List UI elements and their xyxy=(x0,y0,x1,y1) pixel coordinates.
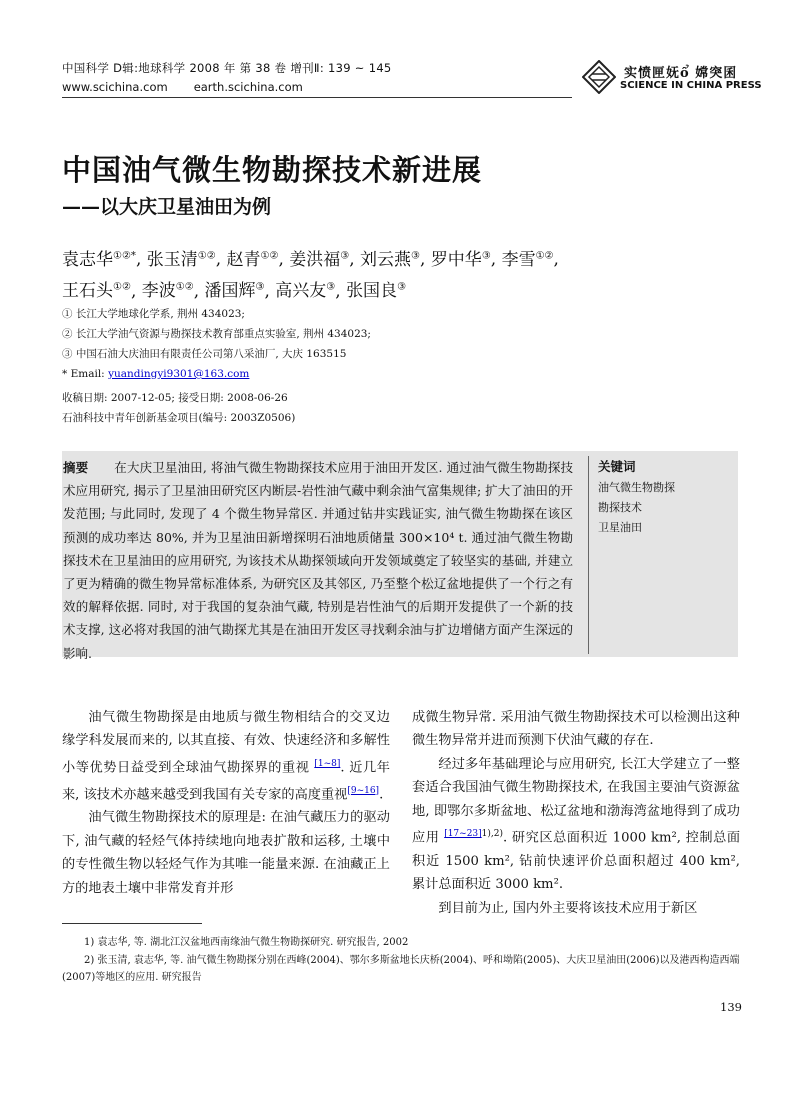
footnote-rule xyxy=(62,923,202,924)
abstract xyxy=(63,456,573,665)
author-name: 张国良③ xyxy=(346,281,407,302)
abstract-label: 摘要 xyxy=(63,460,89,475)
footnotes xyxy=(62,934,740,987)
journal-citation: 中国科学 D辑:地球科学 2008 年 第 38 卷 增刊Ⅱ: 139 ~ 145 xyxy=(62,61,392,75)
author-affiliation-mark: ①② xyxy=(260,250,279,261)
body-paragraph: 到目前为止, 国内外主要将该技术应用于新区 xyxy=(438,900,698,916)
author-name: 李波①② xyxy=(141,281,194,302)
author-affiliation-mark: ③ xyxy=(326,281,336,293)
citation-link[interactable]: [1~8] xyxy=(314,758,341,769)
article-title: 中国油气微生物勘探技术新进展 xyxy=(62,153,483,187)
author-affiliation-mark: ③ xyxy=(397,281,407,293)
author-affiliation-mark: ①② xyxy=(197,250,216,261)
article-subtitle: ——以大庆卫星油田为例 xyxy=(62,196,272,218)
funding-note: 石油科技中青年创新基金项目(编号: 2003Z0506) xyxy=(62,412,296,424)
email-link[interactable]: yuandingyi9301@163.com xyxy=(108,368,250,380)
author-name: 李雪①② xyxy=(501,249,554,270)
website-link[interactable]: earth.scichina.com xyxy=(193,80,303,94)
website-link[interactable]: www.scichina.com xyxy=(62,80,168,94)
received-dates: 收稿日期: 2007-12-05; 接受日期: 2008-06-26 xyxy=(62,392,288,404)
footnote-ref: 1),2) xyxy=(481,829,503,840)
keyword: 卫星油田 xyxy=(598,521,642,534)
body-paragraph: 经过多年基础理论与应用研究, 长江大学建立了一整套适合我国油气微生物勘探技术, 在我国主要油气资源盆地, 即鄂尔多斯盆地、松辽盆地和渤海湾盆地得到了成功应用 $^{[17\sim 23]1),2)}$. 研究区总面积近 1000 km², 控制总面积近 1500 km², 钻前快速评价总面积超过 400 km², 累计总面积近 3000 km². xyxy=(412,756,741,893)
author-name: 姜洪福③ xyxy=(289,249,350,270)
author-name: 赵青①② xyxy=(226,249,279,270)
author-name: 张玉清①② xyxy=(146,249,216,270)
author-affiliation-mark: ①② xyxy=(113,281,131,293)
header-rule xyxy=(62,97,572,98)
affiliations xyxy=(62,304,371,384)
keyword: 勘探技术 xyxy=(598,501,642,514)
body-paragraph: 成微生物异常. 采用油气微生物勘探技术可以检测出这种微生物异常并进而预测下伏油气藏的存在. xyxy=(412,710,740,749)
journal-websites xyxy=(62,80,303,94)
affiliation: ② 长江大学油气资源与勘探技术教育部重点实验室, 荆州 434023; xyxy=(62,328,371,340)
author-affiliation-mark: ③ xyxy=(255,281,265,293)
affiliation: ③ 中国石油大庆油田有限责任公司第八采油厂, 大庆 163515 xyxy=(62,348,347,360)
author-name: 潘国辉③ xyxy=(204,281,265,302)
author-affiliation-mark: ①② xyxy=(535,250,554,261)
body-column-right xyxy=(412,706,740,920)
author-affiliation-mark: ①② xyxy=(175,281,194,293)
author-list: 袁志华①②*, 张玉清①②, 赵青①②, 姜洪福③, 刘云燕③, 罗中华③, 李雪①②, 王石头①②, 李波①②, 潘国辉③, 高兴友③, 张国良③ xyxy=(62,249,559,302)
body-paragraph: 油气微生物勘探是由地质与微生物相结合的交叉边缘学科发展而来的, 以其直接、有效、快速经济和多解性小等优势日益受到全球油气勘探界的重视 [1~8]. 近几年来, 该技术亦越来越受到我国有关专家的高度重视[9~16]. xyxy=(62,710,390,802)
abstract-body: 在大庆卫星油田, 将油气微生物勘探技术应用于油田开发区. 通过油气微生物勘探技术应用研究, 揭示了卫星油田研究区内断层-岩性油气藏中剩余油气富集规律; 扩大了油田的开发范围; 与此同时, 发现了 4 个微生物异常区. 并通过钻井实践证实, 油气微生物勘探在该区预测的成功率达 80%, 并为卫星油田新增探明石油地质储量 300×10⁴ t. 通过油气微生物勘探技术在卫星油田的应用研究, 为该技术从勘探领域向开发领域奠定了较坚实的基础, 并建立了更为精确的微生物异常标准体系, 为研究区及其邻区, 乃至整个松辽盆地提供了一个行之有效的解释依据. 同时, 对于我国的复杂油气藏, 特别是岩性油气的后期开发提供了一个新的技术支撑, 这必将对我国的油气勘探尤其是在油田开发区寻找剩余油与扩边增储方面产生深远的影响. xyxy=(63,460,573,661)
author-affiliation-mark: ③ xyxy=(481,250,491,261)
keywords xyxy=(598,456,675,538)
keywords-divider xyxy=(588,456,589,654)
body-column-left xyxy=(62,706,390,900)
author-affiliation-mark: ③ xyxy=(411,250,420,261)
affiliation: ① 长江大学地球化学系, 荆州 434023; xyxy=(62,308,245,320)
body-paragraph: 油气微生物勘探技术的原理是: 在油气藏压力的驱动下, 油气藏的轻烃气体持续地向地表扩散和运移, 土壤中的专性微生物以轻烃气作为其唯一能量来源. 在油藏正上方的地表土壤中非常发育并形 xyxy=(62,810,390,896)
author-affiliation-mark: ③ xyxy=(340,250,350,261)
citation-link[interactable]: [17~23] xyxy=(444,829,482,840)
article-dates xyxy=(62,388,295,428)
author-affiliation-mark: ①②* xyxy=(113,250,136,261)
keyword: 油气微生物勘探 xyxy=(598,481,675,494)
email-line: * Email: yuandingyi9301@163.com xyxy=(62,368,250,380)
keywords-label: 关键词 xyxy=(598,459,636,474)
footnote: 1) 袁志华, 等. 湖北江汉盆地西南缘油气微生物勘探研究. 研究报告, 2002 xyxy=(84,937,409,948)
author-name: 高兴友③ xyxy=(275,281,336,302)
page-number: 139 xyxy=(720,1000,742,1014)
citation-link[interactable]: [9~16] xyxy=(347,785,380,796)
author-name: 罗中华③ xyxy=(430,249,491,270)
press-name-en: SCIENCE IN CHINA PRESS xyxy=(620,80,762,91)
press-name-cn: 实愤匣妩ổ 嫦突囷 xyxy=(624,66,738,81)
press-logo-icon xyxy=(582,60,616,94)
author-name: 袁志华①②* xyxy=(62,249,136,270)
author-name: 刘云燕③ xyxy=(360,249,420,270)
footnote: 2) 张玉清, 袁志华, 等. 油气微生物勘探分别在西峰(2004)、鄂尔多斯盆地长庆桥(2004)、呼和坳陷(2005)、大庆卫星油田(2006)以及港西构造西端(2007)等地区的应用. 研究报告 xyxy=(62,954,740,983)
author-name: 王石头①② xyxy=(62,281,131,302)
